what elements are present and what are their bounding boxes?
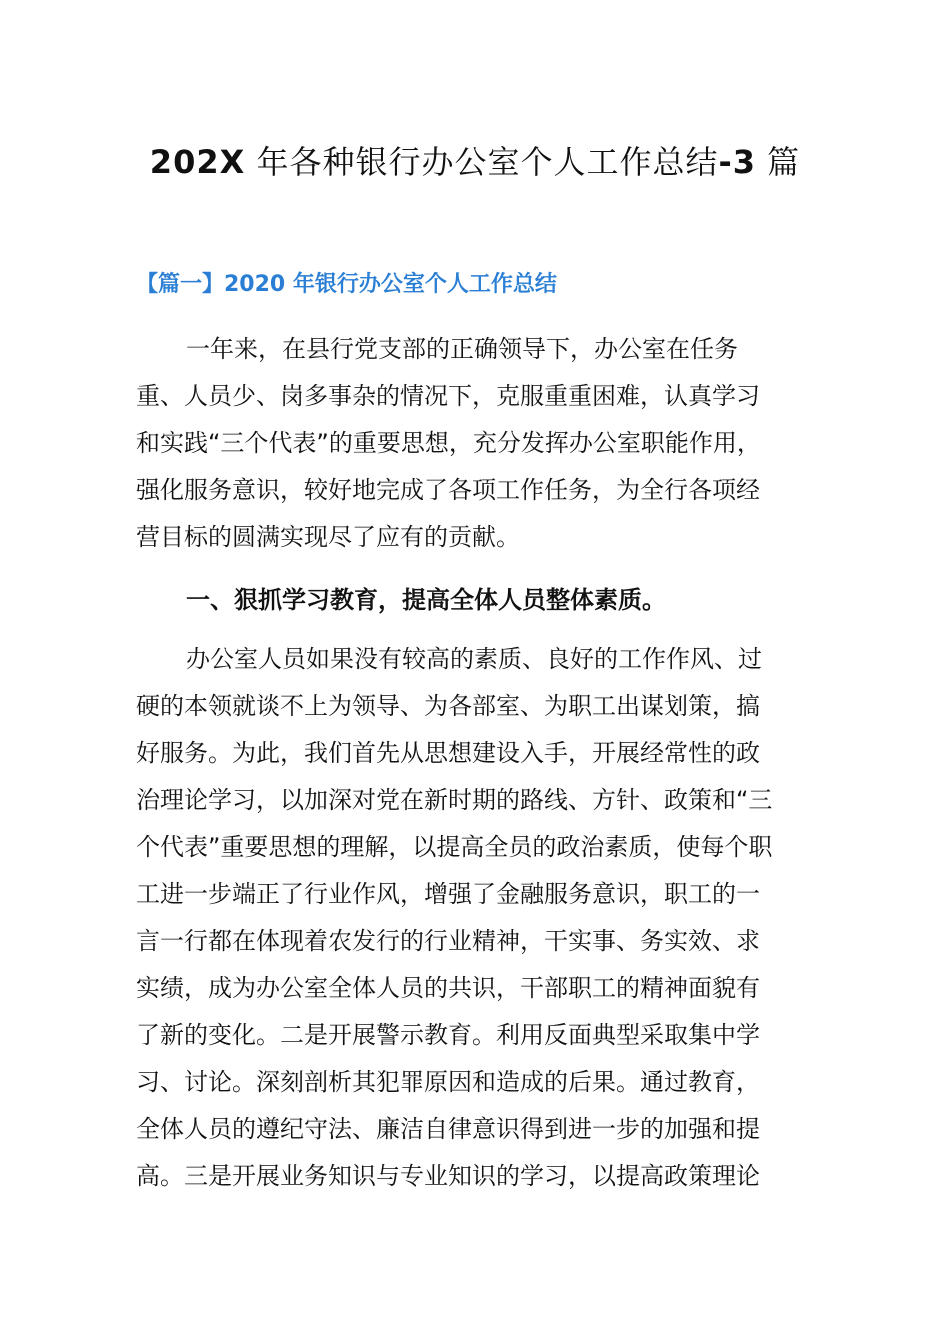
paragraph-line: 和实践“三个代表”的重要思想，充分发挥办公室职能作用，: [136, 429, 761, 457]
title-unit: 篇: [756, 143, 801, 181]
intro-paragraph: [136, 326, 816, 561]
body-paragraph: [136, 636, 816, 1200]
paragraph-line: 办公室人员如果没有较高的素质、良好的工作作风、过: [186, 645, 762, 673]
paragraph-line: 强化服务意识，较好地完成了各项工作任务，为全行各项经: [136, 476, 760, 504]
paragraph-line: 治理论学习，以加深对党在新时期的路线、方针、政策和“三: [136, 786, 773, 814]
paragraph-line: 实绩，成为办公室全体人员的共识，干部职工的精神面貌有: [136, 974, 760, 1002]
paragraph-line: 个代表”重要思想的理解，以提高全员的政治素质，使每个职: [136, 833, 773, 861]
paragraph-line: 高。三是开展业务知识与专业知识的学习，以提高政策理论: [136, 1162, 760, 1190]
paragraph-line: 言一行都在体现着农发行的行业精神，干实事、务实效、求: [136, 927, 760, 955]
paragraph-line: 全体人员的遵纪守法、廉洁自律意识得到进一步的加强和提: [136, 1115, 760, 1143]
paragraph-line: 重、人员少、岗多事杂的情况下，克服重重困难，认真学习: [136, 382, 760, 410]
title-count: -3: [718, 143, 756, 181]
title-text: 年各种银行办公室个人工作总结: [245, 143, 719, 181]
subheading: 一、狠抓学习教育，提高全体人员整体素质。: [186, 586, 666, 614]
section-heading: 【篇一】2020 年银行办公室个人工作总结: [136, 272, 557, 297]
paragraph-line: 营目标的圆满实现尽了应有的贡献。: [136, 523, 520, 551]
paragraph-line: 硬的本领就谈不上为领导、为各部室、为职工出谋划策，搞: [136, 692, 760, 720]
paragraph-line: 一年来，在县行党支部的正确领导下，办公室在任务: [186, 335, 738, 363]
paragraph-line: 了新的变化。二是开展警示教育。利用反面典型采取集中学: [136, 1021, 760, 1049]
paragraph-line: 工进一步端正了行业作风，增强了金融服务意识，职工的一: [136, 880, 760, 908]
paragraph-line: 好服务。为此，我们首先从思想建设入手，开展经常性的政: [136, 739, 760, 767]
paragraph-line: 习、讨论。深刻剖析其犯罪原因和造成的后果。通过教育，: [136, 1068, 760, 1096]
title-year: 202X: [149, 143, 246, 181]
document-title: [0, 140, 950, 184]
